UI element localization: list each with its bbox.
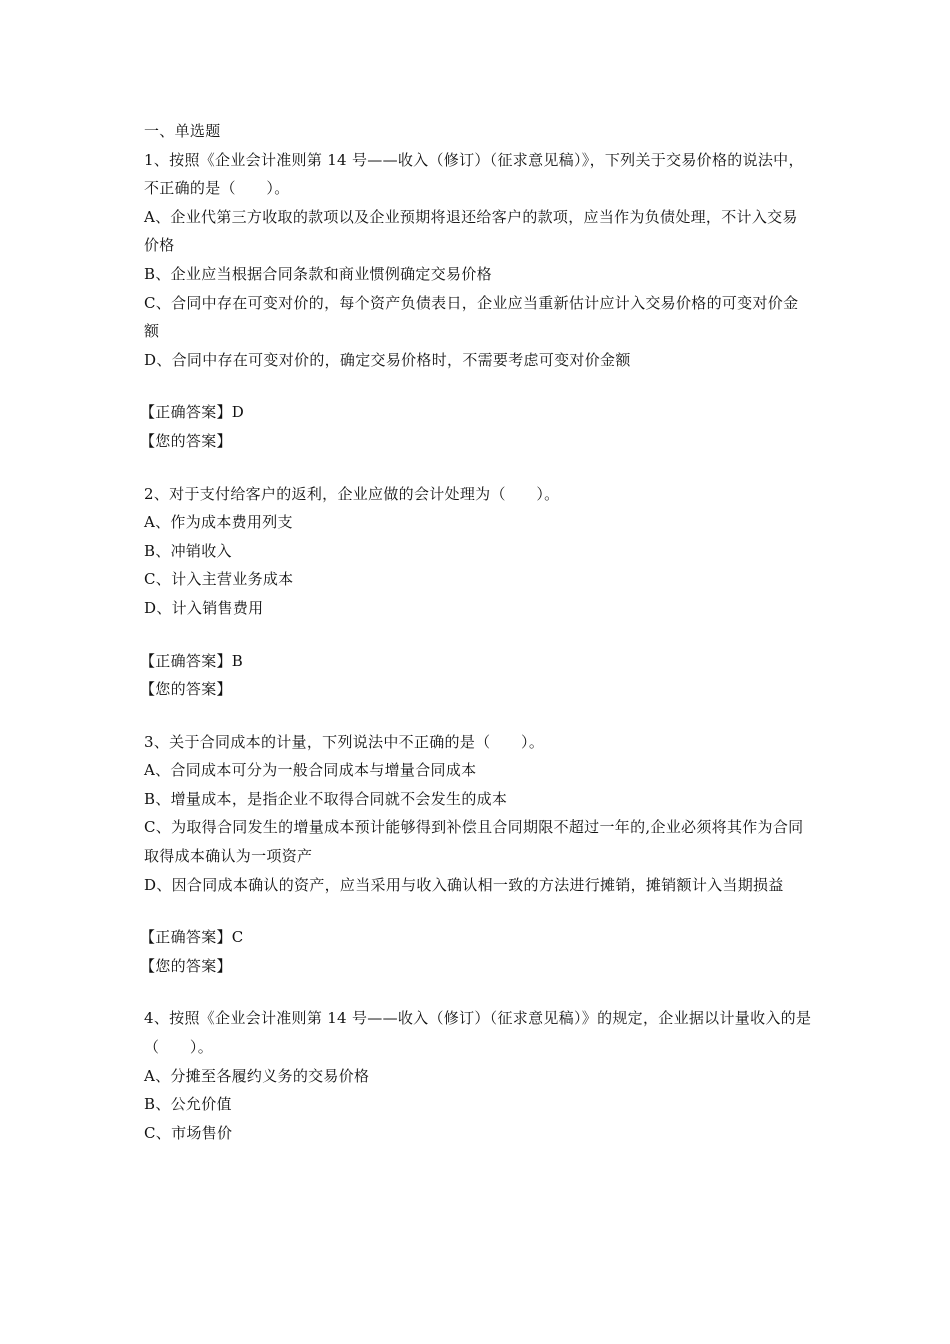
question-3 <box>140 728 812 1005</box>
option-b: B、公允价值 <box>144 1095 232 1114</box>
your-answer: 【您的答案】 <box>140 431 232 450</box>
spacer <box>144 899 812 923</box>
option-a: A、企业代第三方收取的款项以及企业预期将退还给客户的款项，应当作为负债处理，不计入交易价格 <box>144 207 798 255</box>
correct-answer: 【正确答案】C <box>140 928 244 947</box>
spacer <box>144 623 812 647</box>
question-stem: 3、关于合同成本的计量，下列说法中不正确的是（ ）。 <box>144 732 545 751</box>
option-d: D、因合同成本确认的资产，应当采用与收入确认相一致的方法进行摊销，摊销额计入当期损益 <box>144 875 784 894</box>
option-b: B、企业应当根据合同条款和商业惯例确定交易价格 <box>144 264 492 283</box>
option-c: C、计入主营业务成本 <box>144 570 294 589</box>
option-b: B、增量成本，是指企业不取得合同就不会发生的成本 <box>144 789 508 808</box>
your-answer: 【您的答案】 <box>140 680 232 699</box>
option-c: C、为取得合同发生的增量成本预计能够得到补偿且合同期限不超过一年的,企业必须将其作为合同取得成本确认为一项资产 <box>144 818 804 866</box>
question-2 <box>140 480 812 728</box>
option-a: A、作为成本费用列支 <box>144 513 293 532</box>
option-b: B、冲销收入 <box>144 541 232 560</box>
section-title: 一、单选题 <box>144 122 221 140</box>
option-a: A、合同成本可分为一般合同成本与增量合同成本 <box>144 761 477 780</box>
question-stem: 2、对于支付给客户的返利，企业应做的会计处理为（ ）。 <box>144 484 560 503</box>
question-stem: 4、按照《企业会计准则第 14 号——收入（修订）（征求意见稿）》的规定，企业据以计量收入的是（ ）。 <box>144 1009 812 1057</box>
correct-answer: 【正确答案】D <box>140 403 245 422</box>
option-c: C、合同中存在可变对价的，每个资产负债表日，企业应当重新估计应计入交易价格的可变对价金额 <box>144 293 799 341</box>
correct-answer: 【正确答案】B <box>140 651 244 670</box>
spacer <box>144 980 812 1004</box>
spacer <box>144 456 812 480</box>
question-stem: 1、按照《企业会计准则第 14 号——收入（修订）（征求意见稿）》，下列关于交易价格的说法中，不正确的是（ ）。 <box>144 150 804 198</box>
spacer <box>144 704 812 728</box>
spacer <box>144 374 812 398</box>
option-c: C、市场售价 <box>144 1123 233 1142</box>
option-a: A、分摊至各履约义务的交易价格 <box>144 1066 370 1085</box>
document-content <box>140 117 812 1147</box>
your-answer: 【您的答案】 <box>140 956 232 975</box>
question-1 <box>140 146 812 480</box>
option-d: D、合同中存在可变对价的，确定交易价格时，不需要考虑可变对价金额 <box>144 350 631 369</box>
option-d: D、计入销售费用 <box>144 598 264 617</box>
question-4 <box>144 1004 812 1147</box>
